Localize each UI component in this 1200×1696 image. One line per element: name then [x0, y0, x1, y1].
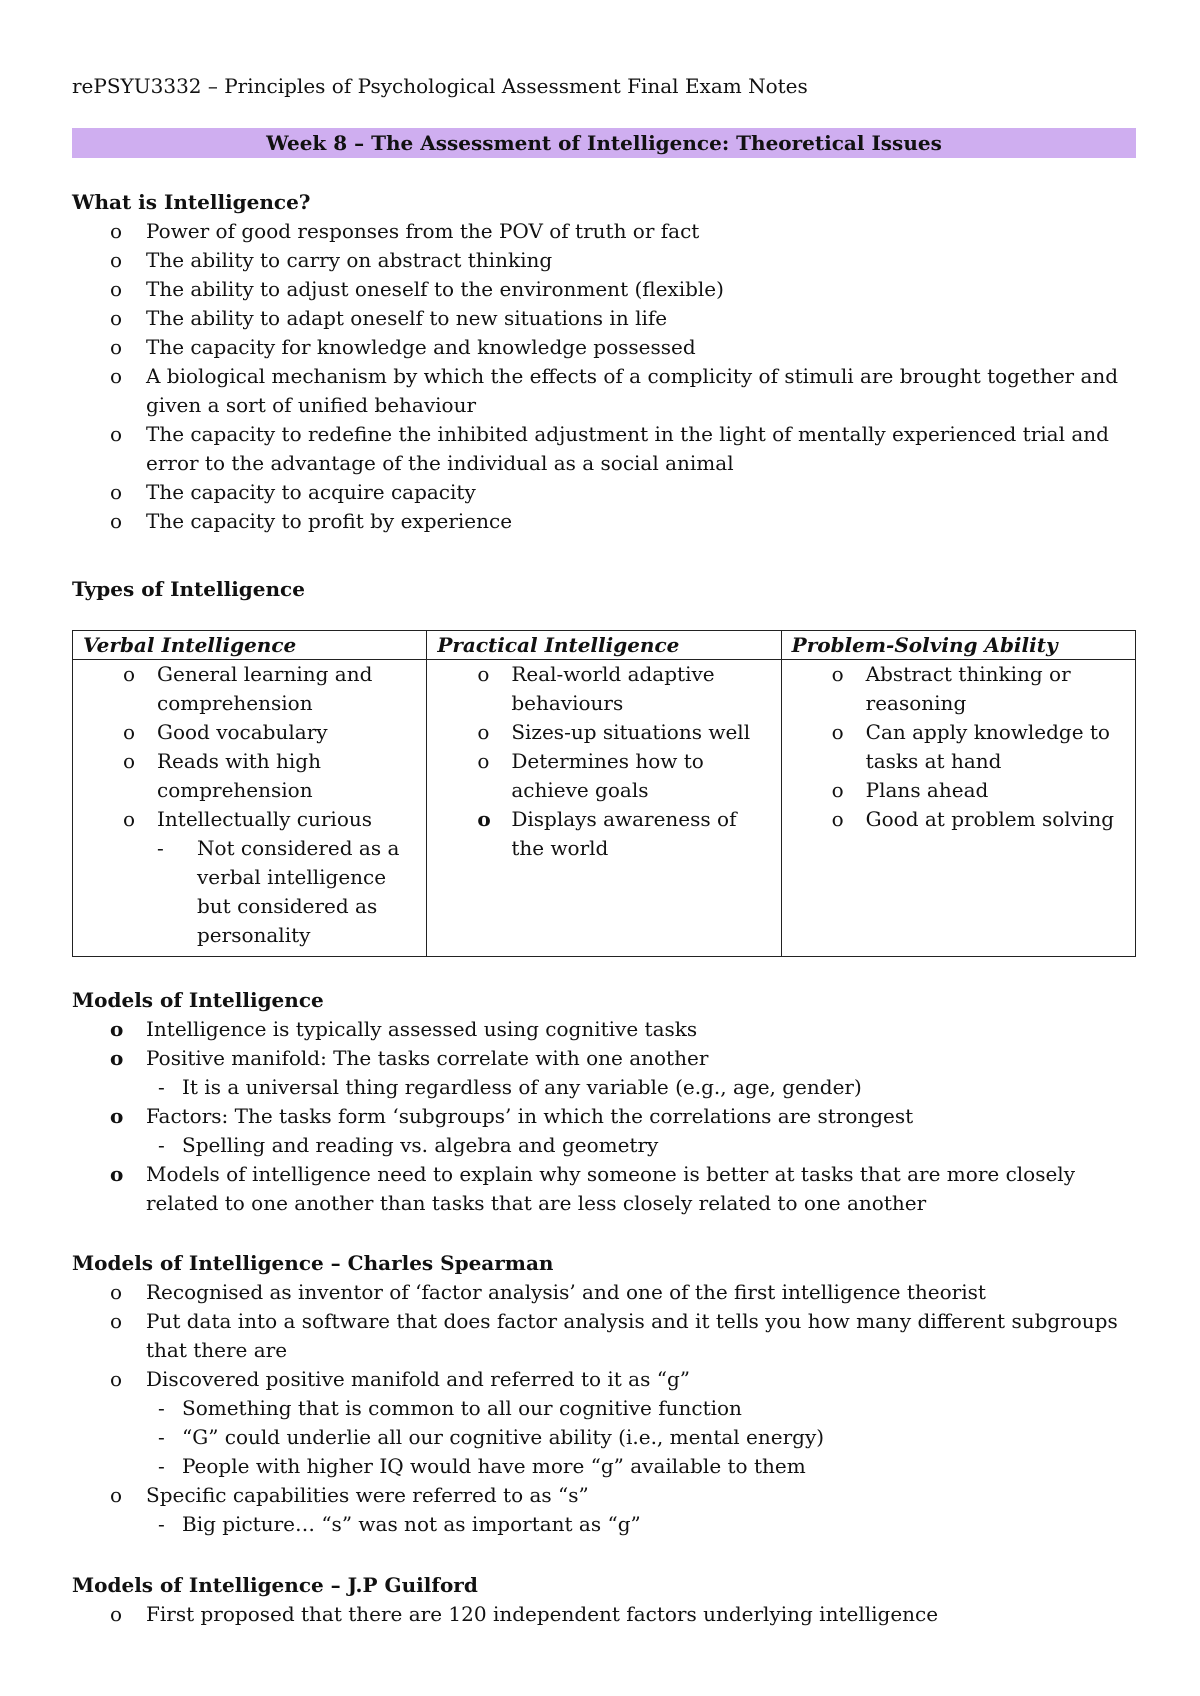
list-item: o Specific capabilities were referred to as “s”: [72, 1481, 1136, 1510]
week-title-banner: Week 8 – The Assessment of Intelligence: Theoretical Issues: [72, 128, 1136, 158]
s-sub-list: [72, 1510, 1136, 1539]
list-item: o The capacity to redefine the inhibited adjustment in the light of mentally experienced trial and error to the advantage of the individual as a social animal: [72, 420, 1136, 478]
list-item: o Good at problem solving: [782, 805, 1135, 834]
list-item: o A biological mechanism by which the effects of a complicity of stimuli are brought together and given a sort of unified behaviour: [72, 362, 1136, 420]
verbal-cell: [73, 660, 427, 957]
list-item: [73, 805, 426, 950]
section-heading: Models of Intelligence: [72, 988, 324, 1012]
list-item: o Discovered positive manifold and referred to it as “g”: [72, 1365, 1136, 1394]
section-heading: Models of Intelligence – Charles Spearman: [72, 1251, 554, 1275]
list-item: o Sizes-up situations well: [427, 718, 780, 747]
list-item: o Can apply knowledge to tasks at hand: [782, 718, 1135, 776]
list-item: o Intelligence is typically assessed using cognitive tasks: [72, 1015, 1136, 1044]
list-item-text: Positive manifold: The tasks correlate with one another: [146, 1046, 709, 1070]
list-item: o The ability to adjust oneself to the environment (flexible): [72, 275, 1136, 304]
sub-list-item: - Big picture… “s” was not as important as “g”: [72, 1510, 1136, 1539]
sub-list-item: - “G” could underlie all our cognitive ability (i.e., mental energy): [72, 1423, 1136, 1452]
sub-list-item: - Something that is common to all our cognitive function: [72, 1394, 1136, 1423]
section-heading: Models of Intelligence – J.P Guilford: [72, 1573, 478, 1597]
list-item: o Abstract thinking or reasoning: [782, 660, 1135, 718]
g-sub-list: [72, 1394, 1136, 1481]
problem-solving-cell: [781, 660, 1135, 957]
sub-list-item: - Spelling and reading vs. algebra and geometry: [72, 1131, 1136, 1160]
list-item: o The capacity to acquire capacity: [72, 478, 1136, 507]
definition-list: [72, 217, 1136, 536]
spearman-list: [72, 1278, 1136, 1394]
list-item: o The capacity to profit by experience: [72, 507, 1136, 536]
guilford-section: [72, 1571, 1136, 1629]
list-item: o Determines how to achieve goals: [427, 747, 780, 805]
spearman-list-cont: [72, 1481, 1136, 1510]
column-header-verbal: Verbal Intelligence: [73, 631, 427, 660]
list-item: o General learning and comprehension: [73, 660, 426, 718]
models-list-cont: [72, 1160, 1136, 1218]
list-item: [72, 1044, 1136, 1073]
section-heading: Types of Intelligence: [72, 577, 305, 601]
list-item: o Plans ahead: [782, 776, 1135, 805]
section-heading: What is Intelligence?: [72, 190, 311, 214]
list-item: o Good vocabulary: [73, 718, 426, 747]
sub-list-item: - It is a universal thing regardless of any variable (e.g., age, gender): [72, 1073, 1136, 1102]
guilford-list: [72, 1600, 1136, 1629]
list-item: o Power of good responses from the POV of truth or fact: [72, 217, 1136, 246]
list-item: o The ability to carry on abstract thinking: [72, 246, 1136, 275]
list-item: o Models of intelligence need to explain why someone is better at tasks that are more closely related to one another than tasks that are less closely related to one another: [72, 1160, 1136, 1218]
sub-list-item: - Not considered as a verbal intelligence but considered as personality: [157, 834, 420, 950]
practical-cell: [427, 660, 781, 957]
list-item: o The capacity for knowledge and knowledge possessed: [72, 333, 1136, 362]
column-header-practical: Practical Intelligence: [427, 631, 781, 660]
list-item: o First proposed that there are 120 independent factors underlying intelligence: [72, 1600, 1136, 1629]
list-item: o Reads with high comprehension: [73, 747, 426, 805]
models-list-cont: [72, 1102, 1136, 1131]
list-item: o Put data into a software that does factor analysis and it tells you how many different subgroups that there are: [72, 1307, 1136, 1365]
document-header: rePSYU3332 – Principles of Psychological Assessment Final Exam Notes: [72, 74, 808, 98]
types-of-intelligence-section: [72, 575, 1136, 604]
column-header-problem-solving: Problem-Solving Ability: [781, 631, 1135, 660]
sub-list: [72, 1131, 1136, 1160]
what-is-intelligence-section: [72, 188, 1136, 536]
types-table: [72, 630, 1136, 957]
sub-list-item: - People with higher IQ would have more “g” available to them: [72, 1452, 1136, 1481]
list-item: o Real-world adaptive behaviours: [427, 660, 780, 718]
list-item: o The ability to adapt oneself to new situations in life: [72, 304, 1136, 333]
list-item: o Recognised as inventor of ‘factor analysis’ and one of the first intelligence theorist: [72, 1278, 1136, 1307]
list-item-text: Intellectually curious: [157, 807, 372, 831]
models-list: [72, 1015, 1136, 1073]
models-section: [72, 986, 1136, 1218]
sub-list: [72, 1073, 1136, 1102]
list-item: o Factors: The tasks form ‘subgroups’ in which the correlations are strongest: [72, 1102, 1136, 1131]
spearman-section: [72, 1249, 1136, 1539]
list-item: o Displays awareness of the world: [427, 805, 780, 863]
